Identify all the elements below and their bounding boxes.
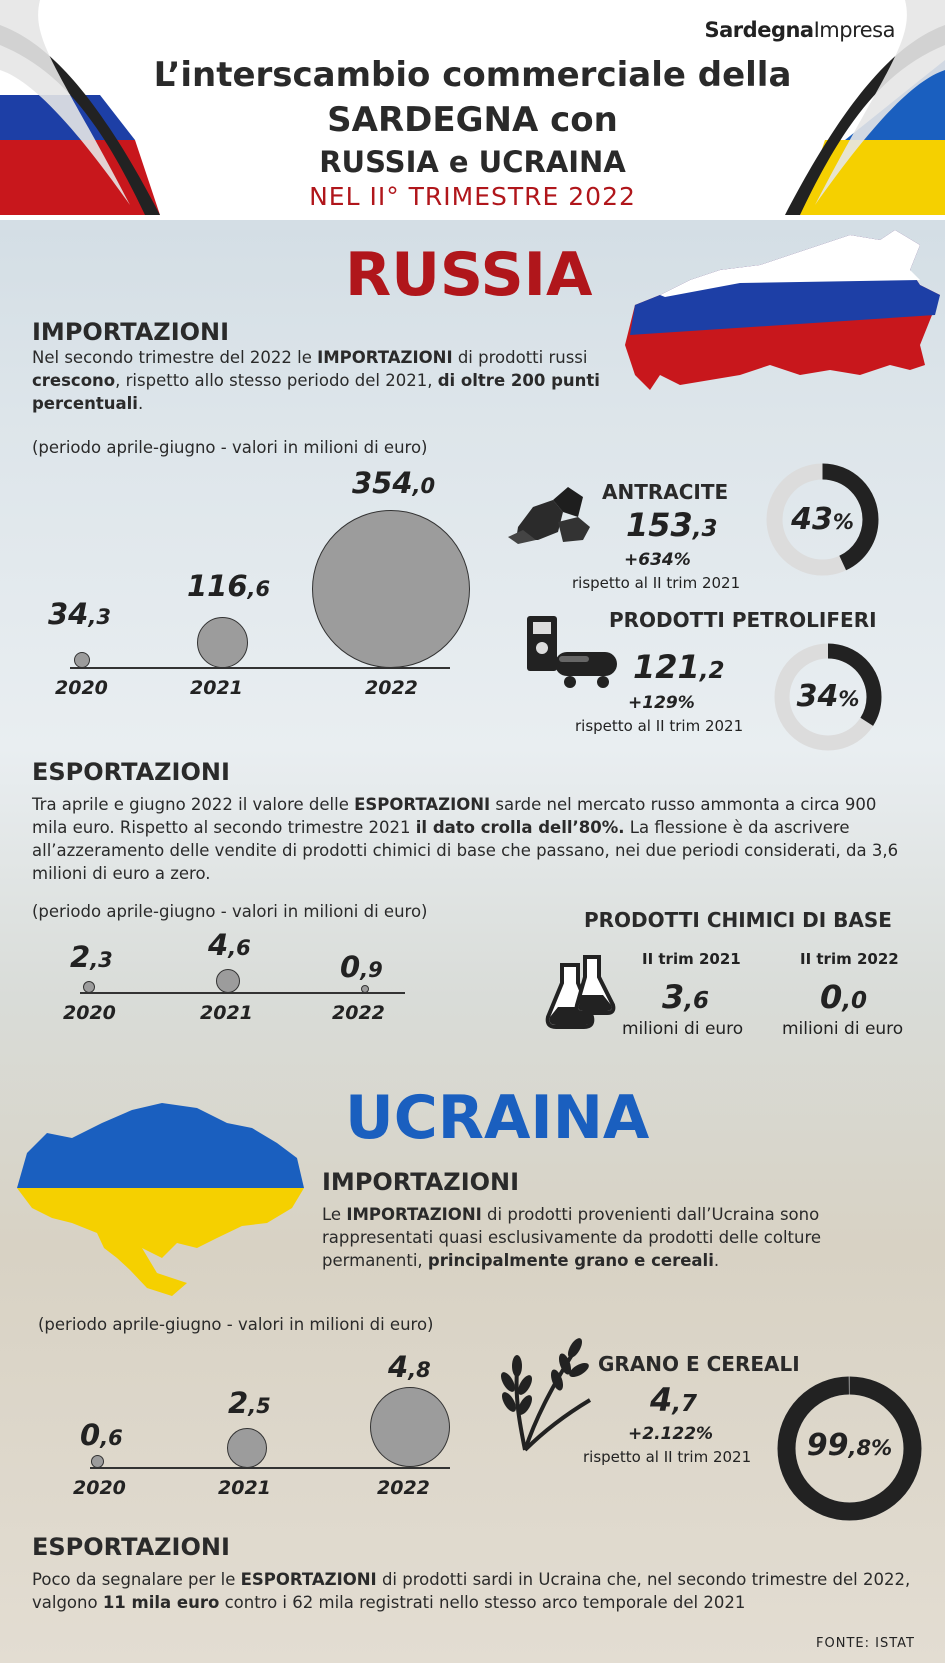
russia-imports-bubble-2021 xyxy=(197,617,248,668)
header-banner xyxy=(0,0,945,220)
russia-imports-year-2021: 2021 xyxy=(190,677,243,699)
ukraine-product-change: +2.122% xyxy=(628,1424,714,1444)
chem-col1-value: 3,6 xyxy=(662,978,710,1016)
source-note: FONTE: ISTAT xyxy=(816,1636,915,1651)
russia-exports-value-2022: 0,9 xyxy=(340,950,383,984)
ukraine-heading: UCRAINA xyxy=(345,1083,650,1153)
antracite-share-label: 43% xyxy=(791,502,854,537)
russia-exports-bubble-2021 xyxy=(216,969,240,993)
russia-product-compare-antracite: rispetto al II trim 2021 xyxy=(572,574,741,592)
fuel-icon xyxy=(525,612,620,690)
russia-exports-text: Tra aprile e giugno 2022 il valore delle ESPORTAZIONI sarde nel mercato russo ammonta a circa 900 mila euro. Rispetto al secondo trimestre 2021 il dato crolla dell’80%. La flessione è da ascrivere all’azzeramento delle vendite di prodotti chimici di base che passano, nei due periodi considerati, da 3,6 milioni di euro a zero. xyxy=(32,795,899,883)
flask-icon xyxy=(545,955,625,1035)
russia-product-change-antracite: +634% xyxy=(624,550,691,570)
grano-share-label: 99,8% xyxy=(806,1428,893,1463)
russia-product-change-petroliferi: +129% xyxy=(628,693,695,713)
ukraine-product-value: 4,7 xyxy=(650,1381,698,1419)
ukraine-imports-bubble-2022 xyxy=(370,1387,450,1467)
chem-col1-label: II trim 2021 xyxy=(642,950,741,968)
russia-exports-bubble-2020 xyxy=(83,981,95,993)
russia-exports-bubble-2022 xyxy=(361,985,369,993)
title-line-4: NEL II° TRIMESTRE 2022 xyxy=(309,182,636,211)
ukraine-imports-year-2021: 2021 xyxy=(218,1477,271,1499)
russia-imports-bubble-2020 xyxy=(74,652,90,668)
russia-product-value-petroliferi: 121,2 xyxy=(633,648,725,686)
ukraine-product-compare: rispetto al II trim 2021 xyxy=(583,1448,752,1466)
russia-imports-value-2020: 34,3 xyxy=(48,597,111,631)
petroliferi-share-label: 34% xyxy=(796,679,860,714)
russia-imports-text: Nel secondo trimestre del 2022 le IMPORTAZIONI di prodotti russi crescono, rispetto allo stesso periodo del 2021, di oltre 200 punti percentuali. xyxy=(32,348,600,413)
coal-icon xyxy=(508,482,593,547)
ukraine-imports-year-2022: 2022 xyxy=(377,1477,430,1499)
russia-product-name-petroliferi: PRODOTTI PETROLIFERI xyxy=(609,608,877,632)
ukraine-exports-heading: ESPORTAZIONI xyxy=(32,1533,230,1561)
chem-col1-unit: milioni di euro xyxy=(622,1019,744,1039)
russia-imports-year-2022: 2022 xyxy=(365,677,418,699)
ukraine-imports-heading: IMPORTAZIONI xyxy=(322,1168,520,1196)
ukraine-imports-value-2020: 0,6 xyxy=(80,1418,123,1452)
russia-product-value-antracite: 153,3 xyxy=(626,506,718,544)
title-line-1: L’interscambio commerciale della xyxy=(153,55,792,95)
russia-imports-value-2022: 354,0 xyxy=(352,466,436,500)
ukraine-imports-year-2020: 2020 xyxy=(73,1477,126,1499)
russia-imports-bubble-2022 xyxy=(312,510,470,668)
wheat-icon xyxy=(495,1330,595,1455)
ukraine-imports-value-2021: 2,5 xyxy=(228,1386,271,1420)
russia-exports-year-2020: 2020 xyxy=(63,1002,116,1024)
russia-imports-note: (periodo aprile-giugno - valori in milioni di euro) xyxy=(32,438,428,457)
title-line-2: SARDEGNA con xyxy=(327,100,618,140)
russia-map-icon xyxy=(620,225,940,415)
russia-product-name-antracite: ANTRACITE xyxy=(602,480,729,504)
ukraine-imports-bubble-2021 xyxy=(227,1428,267,1468)
russia-exports-year-2021: 2021 xyxy=(200,1002,253,1024)
russia-imports-heading: IMPORTAZIONI xyxy=(32,318,230,346)
russia-imports-year-2020: 2020 xyxy=(55,677,108,699)
russia-exports-value-2020: 2,3 xyxy=(70,940,113,974)
ukraine-exports-text: Poco da segnalare per le ESPORTAZIONI di prodotti sardi in Ucraina che, nel secondo trimestre del 2022, valgono 11 mila euro contro i 62 mila registrati nello stesso arco temporale del 2021 xyxy=(32,1570,911,1612)
chem-col2-unit: milioni di euro xyxy=(782,1019,904,1039)
ukraine-imports-baseline xyxy=(90,1467,450,1469)
title-line-3: RUSSIA e UCRAINA xyxy=(319,145,626,179)
russia-exports-heading: ESPORTAZIONI xyxy=(32,758,230,786)
ukraine-imports-note: (periodo aprile-giugno - valori in milioni di euro) xyxy=(38,1315,434,1334)
ukraine-map-icon xyxy=(12,1098,307,1298)
chem-col2-label: II trim 2022 xyxy=(800,950,899,968)
ukraine-imports-value-2022: 4,8 xyxy=(388,1350,431,1384)
ukraine-product-name: GRANO E CEREALI xyxy=(598,1352,800,1376)
ukraine-imports-text: Le IMPORTAZIONI di prodotti provenienti dall’Ucraina sono rappresentati quasi esclusivamente da prodotti delle colture permanenti, principalmente grano e cereali. xyxy=(322,1205,822,1270)
ukraine-imports-bubble-2020 xyxy=(91,1455,104,1468)
russia-exports-year-2022: 2022 xyxy=(332,1002,385,1024)
russia-exports-note: (periodo aprile-giugno - valori in milioni di euro) xyxy=(32,902,428,921)
russia-exports-baseline xyxy=(80,992,405,994)
chem-title: PRODOTTI CHIMICI DI BASE xyxy=(584,908,892,932)
russia-heading: RUSSIA xyxy=(345,240,593,310)
russia-exports-value-2021: 4,6 xyxy=(208,928,251,962)
russia-product-compare-petroliferi: rispetto al II trim 2021 xyxy=(575,717,744,735)
chem-col2-value: 0,0 xyxy=(820,978,868,1016)
russia-imports-value-2021: 116,6 xyxy=(187,569,271,603)
brand-logo: SardegnaImpresa xyxy=(704,18,895,42)
